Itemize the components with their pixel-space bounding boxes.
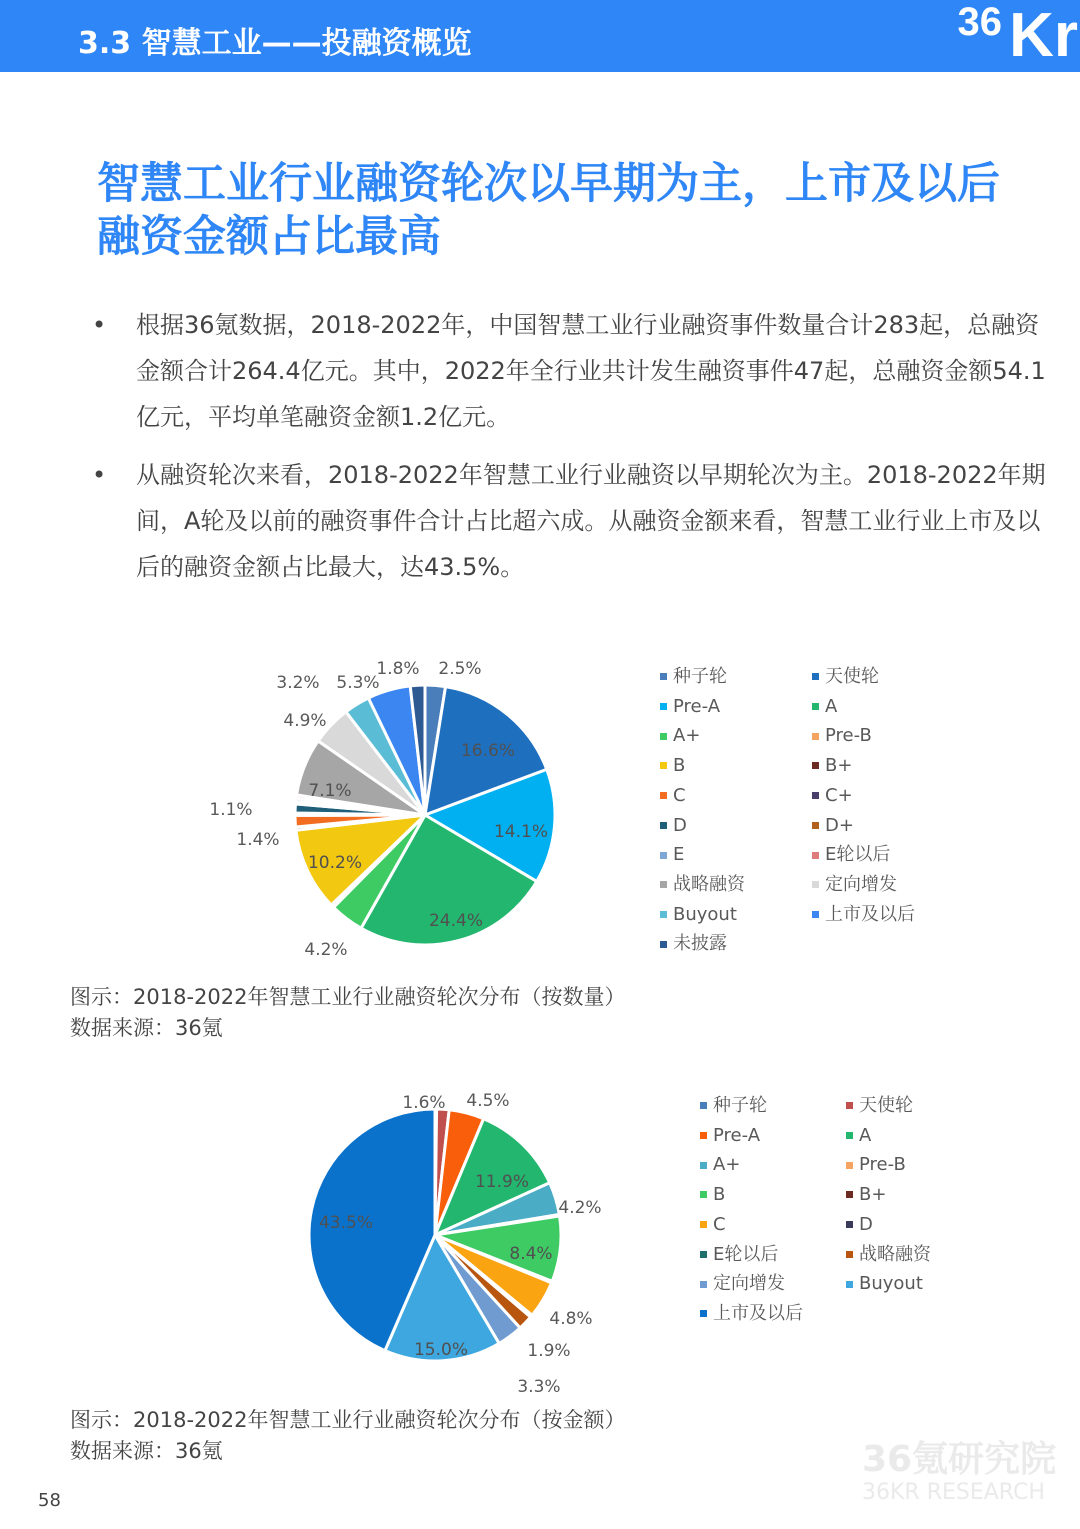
legend-swatch bbox=[660, 822, 667, 829]
legend-label: C bbox=[713, 1213, 726, 1235]
bullet-item bbox=[92, 452, 1052, 590]
legend-swatch bbox=[812, 911, 819, 918]
legend-swatch bbox=[846, 1221, 853, 1228]
legend-label: 天使轮 bbox=[859, 1095, 913, 1116]
legend-label: C bbox=[673, 784, 686, 806]
chart-title: 图示：2018-2022年智慧工业行业融资轮次分布（按金额） bbox=[70, 1408, 626, 1432]
legend-item bbox=[812, 692, 964, 722]
legend-swatch bbox=[700, 1281, 707, 1288]
legend-swatch bbox=[660, 792, 667, 799]
legend-label: D bbox=[673, 814, 687, 836]
legend-item bbox=[700, 1210, 846, 1240]
chart-caption-amount bbox=[70, 1405, 625, 1467]
legend-label: 种子轮 bbox=[713, 1095, 767, 1116]
chart-title: 图示：2018-2022年智慧工业行业融资轮次分布（按数量） bbox=[70, 985, 626, 1009]
data-label: 43.5% bbox=[318, 1213, 374, 1233]
legend-item bbox=[812, 721, 964, 751]
data-label: 1.1% bbox=[209, 800, 253, 820]
legend-swatch bbox=[660, 673, 667, 680]
data-label: 3.2% bbox=[276, 673, 320, 693]
data-label: 2.5% bbox=[438, 659, 482, 679]
legend-swatch bbox=[812, 822, 819, 829]
legend-label: A bbox=[859, 1124, 872, 1146]
legend-item bbox=[700, 1240, 846, 1270]
legend-label: 定向增发 bbox=[825, 873, 897, 895]
legend-swatch bbox=[660, 941, 667, 948]
legend-label: E轮以后 bbox=[713, 1243, 779, 1265]
bullet-list bbox=[92, 302, 1052, 602]
data-label: 4.5% bbox=[466, 1091, 510, 1111]
legend-item bbox=[700, 1180, 846, 1210]
legend-item bbox=[846, 1150, 992, 1180]
legend-label: 未披露 bbox=[673, 933, 727, 955]
legend-swatch bbox=[700, 1251, 707, 1258]
legend-label: Pre-A bbox=[673, 695, 721, 717]
legend-label: 战略融资 bbox=[673, 873, 745, 895]
legend-label: A+ bbox=[673, 725, 701, 747]
legend-swatch bbox=[700, 1310, 707, 1317]
legend-swatch bbox=[846, 1162, 853, 1169]
legend-item bbox=[700, 1091, 846, 1121]
legend-label: C+ bbox=[825, 784, 853, 806]
page-title: 智慧工业行业融资轮次以早期为主，上市及以后融资金额占比最高 bbox=[97, 159, 1000, 262]
bullet-item bbox=[92, 302, 1052, 440]
data-label: 4.2% bbox=[558, 1198, 602, 1218]
legend-item bbox=[846, 1210, 992, 1240]
legend-item bbox=[660, 721, 812, 751]
legend-label: Pre-B bbox=[859, 1154, 906, 1176]
legend-item bbox=[660, 870, 812, 900]
legend-label: 种子轮 bbox=[673, 666, 727, 687]
data-label: 11.9% bbox=[474, 1172, 530, 1192]
legend-item bbox=[660, 662, 812, 692]
legend-by-amount bbox=[700, 1091, 992, 1329]
legend-label: Buyout bbox=[673, 903, 737, 925]
data-label: 7.1% bbox=[308, 781, 352, 801]
logo-number: 36 bbox=[957, 0, 1002, 44]
watermark-line1: 36氪研究院 bbox=[862, 1439, 1057, 1480]
legend-swatch bbox=[660, 852, 667, 859]
legend-swatch bbox=[660, 881, 667, 888]
legend-label: Pre-A bbox=[713, 1124, 761, 1146]
legend-swatch bbox=[700, 1221, 707, 1228]
pie-chart-by-count bbox=[0, 620, 640, 980]
legend-swatch bbox=[846, 1132, 853, 1139]
chart-source: 数据来源：36氪 bbox=[70, 1439, 223, 1463]
legend-swatch bbox=[660, 911, 667, 918]
legend-swatch bbox=[700, 1132, 707, 1139]
legend-swatch bbox=[812, 733, 819, 740]
section-title: 3.3 智慧工业——投融资概览 bbox=[78, 26, 472, 61]
data-label: 16.6% bbox=[460, 741, 516, 761]
page-number: 58 bbox=[38, 1490, 61, 1511]
legend-item bbox=[812, 751, 964, 781]
legend-swatch bbox=[812, 673, 819, 680]
legend-item bbox=[812, 870, 964, 900]
legend-item bbox=[846, 1121, 992, 1151]
legend-item bbox=[846, 1240, 992, 1270]
data-label: 4.9% bbox=[283, 711, 327, 731]
bullet-mark: • bbox=[92, 311, 107, 339]
bullet-mark: • bbox=[92, 461, 107, 489]
chart-source: 数据来源：36氪 bbox=[70, 1016, 223, 1040]
legend-item bbox=[812, 662, 964, 692]
data-label: 8.4% bbox=[509, 1244, 553, 1264]
legend-label: D+ bbox=[825, 814, 854, 836]
data-label: 1.8% bbox=[376, 659, 420, 679]
legend-item bbox=[660, 811, 812, 841]
watermark-line2: 36KR RESEARCH bbox=[862, 1480, 1045, 1505]
data-label: 24.4% bbox=[428, 911, 484, 931]
legend-item bbox=[812, 781, 964, 811]
data-label: 15.0% bbox=[413, 1340, 469, 1360]
legend-item bbox=[700, 1150, 846, 1180]
legend-swatch bbox=[700, 1191, 707, 1198]
legend-swatch bbox=[846, 1281, 853, 1288]
data-label: 1.6% bbox=[402, 1093, 446, 1113]
36kr-logo bbox=[940, 0, 1080, 72]
legend-label: Buyout bbox=[859, 1273, 923, 1295]
legend-label: A+ bbox=[713, 1154, 741, 1176]
legend-label: 天使轮 bbox=[825, 666, 879, 687]
bullet-text: 根据36氪数据，2018-2022年，中国智慧工业行业融资事件数量合计283起，总融资金额合计264.4亿元。其中，2022年全行业共计发生融资事件47起，总融资金额54.1亿元，平均单笔融资金额1.2亿元。 bbox=[136, 311, 1046, 431]
legend-swatch bbox=[846, 1191, 853, 1198]
legend-item bbox=[846, 1091, 992, 1121]
data-label: 4.2% bbox=[304, 940, 348, 960]
legend-label: 战略融资 bbox=[859, 1243, 931, 1265]
pie-chart-by-amount bbox=[0, 1070, 680, 1400]
legend-label: E bbox=[673, 844, 685, 866]
legend-swatch bbox=[660, 733, 667, 740]
legend-item bbox=[660, 781, 812, 811]
legend-item bbox=[812, 840, 964, 870]
legend-item bbox=[660, 751, 812, 781]
legend-swatch bbox=[812, 852, 819, 859]
data-label: 4.8% bbox=[549, 1309, 593, 1329]
legend-swatch bbox=[846, 1102, 853, 1109]
legend-swatch bbox=[660, 703, 667, 710]
legend-swatch bbox=[812, 792, 819, 799]
legend-item bbox=[660, 929, 812, 959]
legend-by-count bbox=[660, 662, 964, 959]
legend-item bbox=[660, 840, 812, 870]
legend-swatch bbox=[812, 881, 819, 888]
legend-item bbox=[846, 1269, 992, 1299]
chart-caption-count bbox=[70, 982, 625, 1044]
data-label: 1.9% bbox=[527, 1341, 571, 1361]
legend-item bbox=[700, 1269, 846, 1299]
legend-swatch bbox=[660, 762, 667, 769]
legend-item bbox=[700, 1299, 846, 1329]
bullet-text: 从融资轮次来看，2018-2022年智慧工业行业融资以早期轮次为主。2018-2022年期间，A轮及以前的融资事件合计占比超六成。从融资金额来看，智慧工业行业上市及以后的融资金额占比最大，达43.5%。 bbox=[136, 461, 1046, 581]
legend-label: 上市及以后 bbox=[825, 903, 915, 925]
legend-swatch bbox=[812, 703, 819, 710]
legend-swatch bbox=[700, 1102, 707, 1109]
legend-label: 上市及以后 bbox=[713, 1302, 803, 1324]
legend-label: B bbox=[713, 1184, 726, 1206]
legend-label: B+ bbox=[859, 1184, 887, 1206]
legend-item bbox=[660, 900, 812, 930]
data-label: 1.4% bbox=[236, 830, 280, 850]
data-label: 14.1% bbox=[493, 822, 549, 842]
legend-swatch bbox=[812, 762, 819, 769]
legend-swatch bbox=[700, 1162, 707, 1169]
page-header bbox=[0, 0, 1080, 72]
legend-label: E轮以后 bbox=[825, 844, 891, 866]
legend-label: A bbox=[825, 695, 838, 717]
legend-item bbox=[812, 900, 964, 930]
watermark bbox=[862, 1440, 1056, 1506]
legend-label: D bbox=[859, 1213, 873, 1235]
data-label: 10.2% bbox=[307, 853, 363, 873]
legend-label: B bbox=[673, 755, 686, 777]
legend-item bbox=[700, 1121, 846, 1151]
legend-swatch bbox=[846, 1251, 853, 1258]
legend-label: 定向增发 bbox=[713, 1273, 785, 1295]
legend-label: Pre-B bbox=[825, 725, 872, 747]
legend-label: B+ bbox=[825, 755, 853, 777]
data-label: 3.3% bbox=[517, 1377, 561, 1397]
data-label: 5.3% bbox=[336, 673, 380, 693]
legend-item bbox=[660, 692, 812, 722]
legend-item bbox=[846, 1180, 992, 1210]
logo-letters: Kr bbox=[1009, 1, 1078, 70]
legend-item bbox=[812, 811, 964, 841]
